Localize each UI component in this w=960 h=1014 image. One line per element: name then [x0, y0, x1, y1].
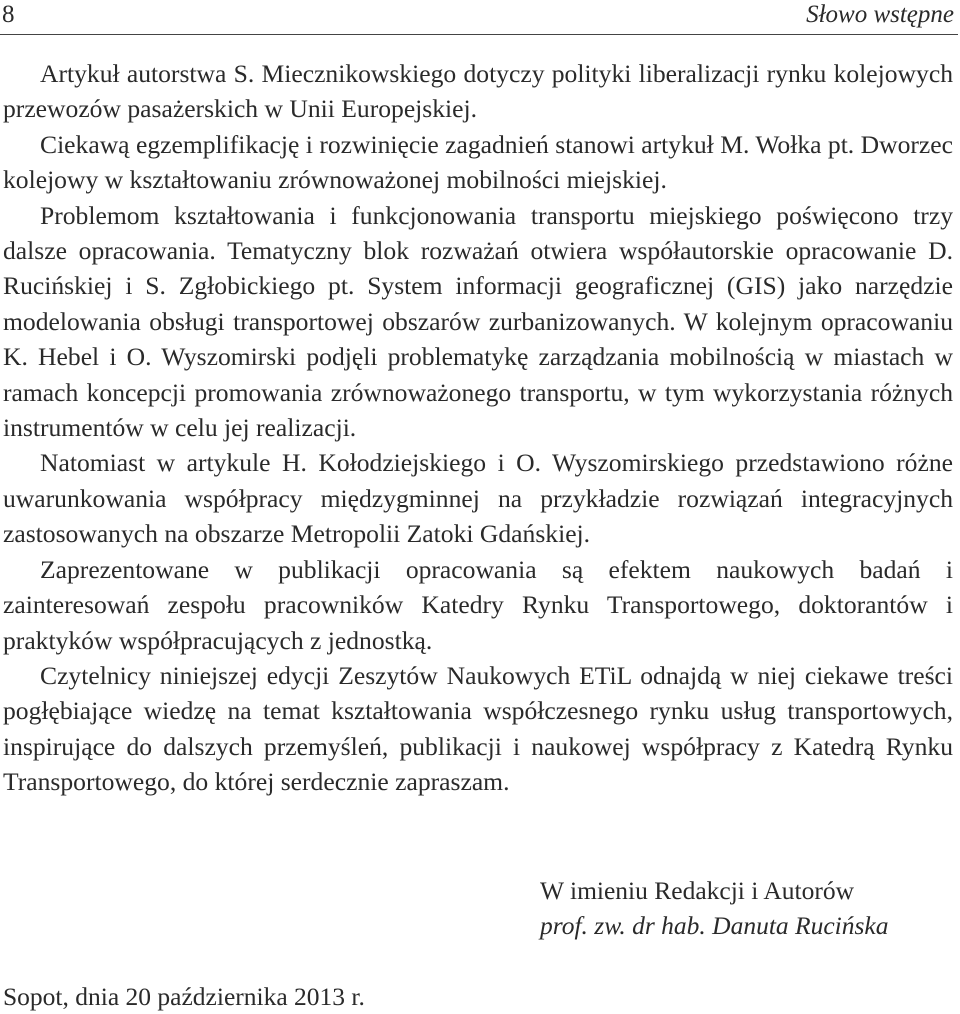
running-title: Słowo wstępne	[806, 1, 954, 28]
page-number: 8	[2, 1, 15, 28]
paragraph: Zaprezentowane w publikacji opracowania są efektem naukowych badań i zainteresowań zespołu pracowników Katedry Rynku Transportowego, doktorantów i praktyków współpracujących z jednostką.	[3, 554, 953, 655]
signature-author: prof. zw. dr hab. Danuta Rucińska	[540, 911, 889, 940]
place-date: Sopot, dnia 20 października 2013 r.	[3, 982, 365, 1011]
paragraph: Artykuł autorstwa S. Miecznikowskiego dotyczy polityki liberalizacji rynku kolejowych przewozów pasażerskich w Unii Europejskiej.	[3, 59, 953, 124]
paragraph: Ciekawą egzemplifikację i rozwinięcie zagadnień stanowi artykuł M. Wołka pt. Dworzec kolejowy w kształtowaniu zrównoważonej mobilności miejskiej.	[3, 129, 953, 195]
signature-block	[540, 873, 889, 943]
paragraph: Problemom kształtowania i funkcjonowania transportu miejskiego poświęcono trzy dalsze opracowania. Tematyczny blok rozważań otwiera współautorskie opracowanie D. Rucińskiej i S. Zgłobickiego pt. System informacji geograficznej (GIS) jako narzędzie modelowania obsługi transportowej obszarów zurbanizowanych. W kolejnym opracowaniu K. Hebel i O. Wyszomirski podjęli problematykę zarządzania mobilnością w miastach w ramach koncepcji promowania zrównoważonego transportu, w tym wykorzystania różnych instrumentów w celu jej realizacji.	[3, 200, 953, 443]
body-text	[3, 56, 953, 800]
paragraph: Czytelnicy niniejszej edycji Zeszytów Naukowych ETiL odnajdą w niej ciekawe treści pogłębiające wiedzę na temat kształtowania współczesnego rynku usług transportowych, inspirujące do dalszych przemyśleń, publikacji i naukowej współpracy z Katedrą Rynku Transportowego, do której serdecznie zapraszam.	[3, 660, 953, 797]
running-header	[0, 0, 958, 35]
signature-line: W imieniu Redakcji i Autorów	[540, 876, 854, 905]
paragraph: Natomiast w artykule H. Kołodziejskiego i O. Wyszomirskiego przedstawiono różne uwarunkowania współpracy międzygminnej na przykładzie rozwiązań integracyjnych zastosowanych na obszarze Metropolii Zatoki Gdańskiej.	[3, 448, 953, 549]
